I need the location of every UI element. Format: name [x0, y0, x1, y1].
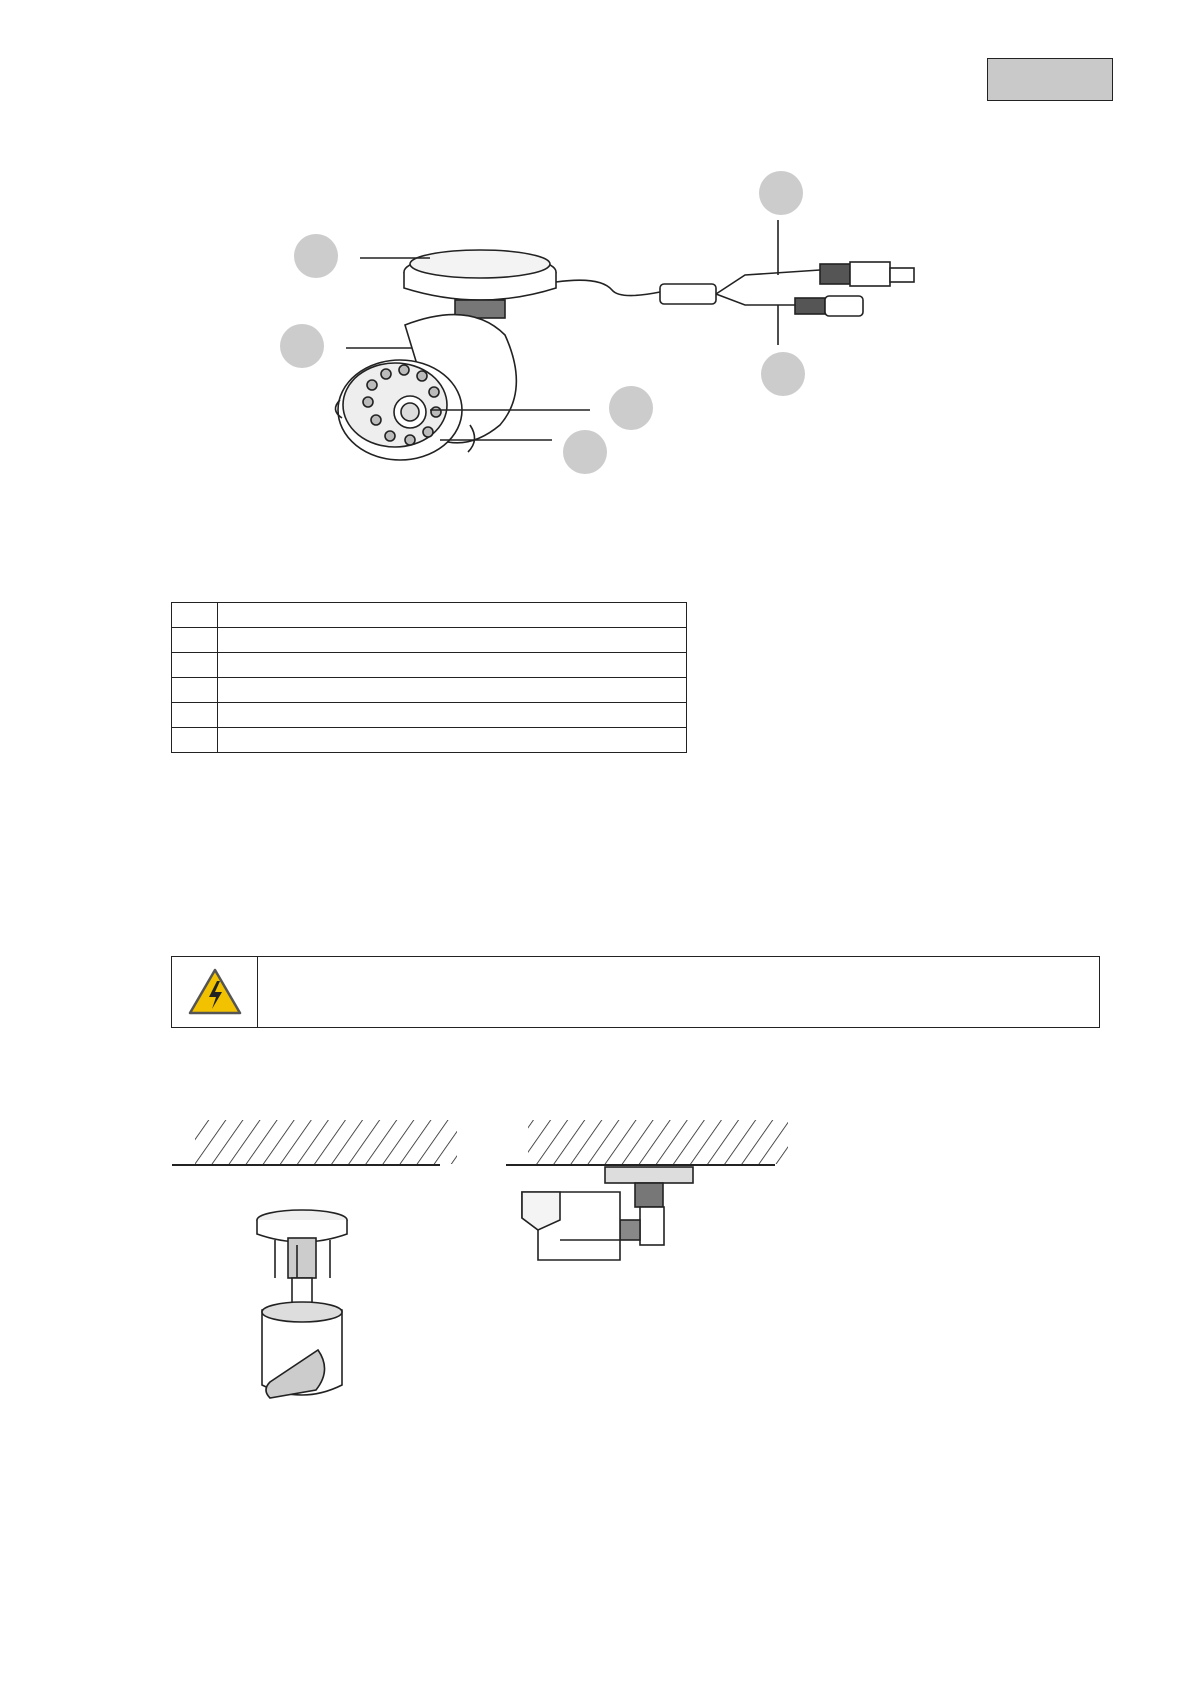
warning-box	[171, 956, 1100, 1028]
part-description	[218, 603, 687, 628]
table-row	[172, 703, 687, 728]
parts-table	[171, 602, 687, 753]
electric-hazard-icon	[187, 967, 243, 1017]
part-description	[218, 728, 687, 753]
table-row	[172, 603, 687, 628]
mounting-diagrams	[0, 1100, 1191, 1420]
callout-2	[280, 324, 324, 368]
part-number	[172, 603, 218, 628]
camera-overview-diagram	[0, 0, 1191, 500]
callout-1	[294, 234, 338, 278]
part-number	[172, 678, 218, 703]
part-description	[218, 653, 687, 678]
part-number	[172, 728, 218, 753]
ceiling-mount-exploded-figure	[172, 1120, 457, 1398]
table-row	[172, 653, 687, 678]
callout-4	[563, 430, 607, 474]
table-row	[172, 678, 687, 703]
table-row	[172, 728, 687, 753]
part-description	[218, 628, 687, 653]
callout-5	[759, 171, 803, 215]
table-row	[172, 628, 687, 653]
part-number	[172, 653, 218, 678]
ceiling-mount-assembled-figure	[506, 1120, 788, 1260]
part-description	[218, 703, 687, 728]
warning-icon-cell	[172, 957, 258, 1027]
part-number	[172, 703, 218, 728]
part-description	[218, 678, 687, 703]
part-number	[172, 628, 218, 653]
callout-3	[609, 386, 653, 430]
callout-6	[761, 352, 805, 396]
